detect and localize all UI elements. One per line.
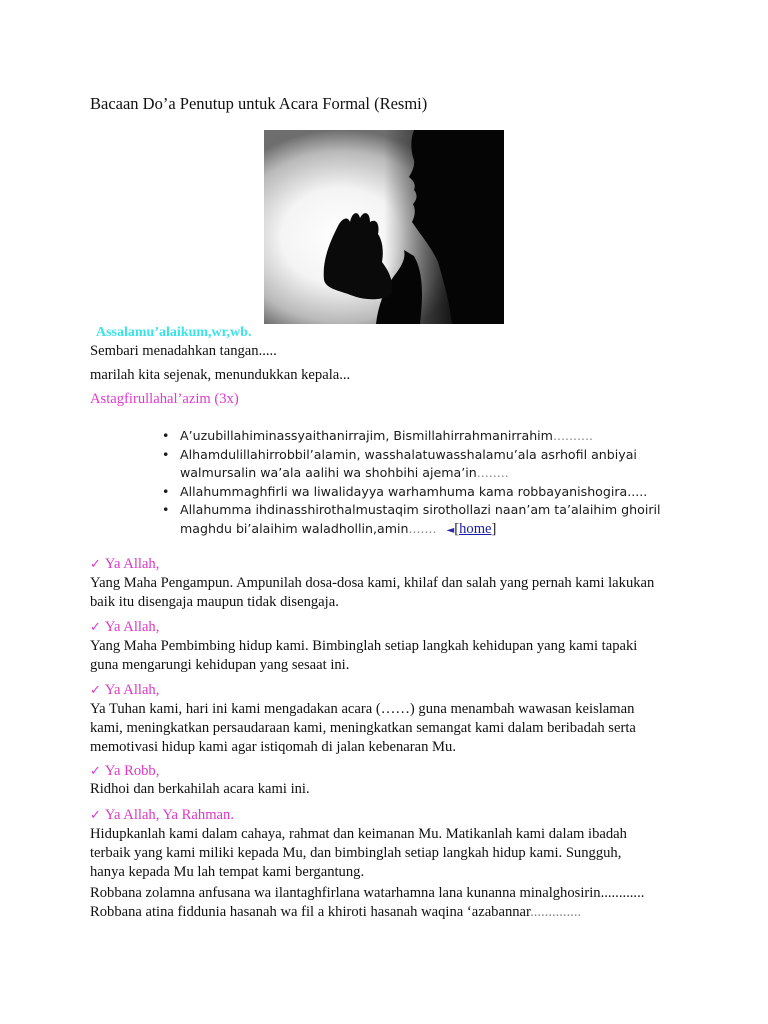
home-link[interactable]: home [459,520,492,537]
greeting: Assalamu’alaikum,wr,wb. [96,325,252,340]
bullet-item: • A’uzubillahiminassyaithanirrajim, Bismillahirrahmanirrahim.......... [162,427,682,446]
section-paragraph: Ridhoi dan berkahilah acara kami ini. [90,781,310,797]
section-heading: ✓ Ya Allah, [90,682,160,698]
back-arrow-icon[interactable]: ◄ [446,524,455,536]
check-icon: ✓ [90,683,101,698]
intro-line: Sembari menadahkan tangan..... [90,343,277,359]
ellipsis-trail: .............. [530,904,582,920]
section-heading: ✓ Ya Allah, [90,556,160,572]
section-paragraph: Yang Maha Pengampun. Ampunilah dosa-dosa kami, khilaf dan salah yang pernah kami lakukan baik itu disengaja maupun tidak disengaja. [90,575,655,610]
bullet-item: • Allahummaghfirli wa liwalidayya warhamhuma kama robbayanishogira..... [162,483,682,502]
section-paragraph: Yang Maha Pembimbing hidup kami. Bimbinglah setiap langkah kehidupan yang kami tapaki guna mengarungi kehidupan yang sesaat ini. [90,638,638,673]
bullet-item: • Allahumma ihdinasshirothalmustaqim sirothollazi naan’am ta’alaihim ghoiril maghdu bi’alaihim waladhollin,amin....... ◄[home] [162,502,661,537]
check-icon: ✓ [90,620,101,635]
section-heading: ✓ Ya Allah, Ya Rahman. [90,807,234,823]
closing-dua [90,884,690,922]
intro-line: marilah kita sejenak, menundukkan kepala... [90,367,351,383]
check-icon: ✓ [90,808,101,823]
check-icon: ✓ [90,557,101,572]
check-icon: ✓ [90,764,101,779]
ellipsis-trail: ....... [408,520,437,536]
section-heading: ✓ Ya Allah, [90,619,160,635]
praying-silhouette-image [264,130,504,324]
section-paragraph: Hidupkanlah kami dalam cahaya, rahmat dan keimanan Mu. Matikanlah kami dalam ibadah terbaik yang kami miliki kepada Mu, dan bimbinglah setiap langkah hidup kami. Sungguh, hanya kepada Mu lah tempat kami bergantung. [90,826,627,880]
ellipsis-trail: ........ [476,465,509,480]
bullet-icon: • [162,446,170,462]
bullet-icon: • [162,502,170,517]
closing-line: Robbana atina fiddunia hasanah wa fil a khiroti hasanah waqina ‘azabannar.............. [90,904,582,920]
ellipsis-trail: .......... [552,428,593,443]
bullet-icon: • [162,428,170,443]
page-title: Bacaan Do’a Penutup untuk Acara Formal (Resmi) [90,94,428,113]
istighfar-line: Astagfirullahal’azim (3x) [90,391,239,407]
section-paragraph: Ya Tuhan kami, hari ini kami mengadakan acara (……) guna menambah wawasan keislaman kami, meningkatkan persaudaraan kami, meningkatkan semangat kami dalam beribadah serta memotivasi hidup kami agar istiqomah di jalan kebenaran Mu. [90,701,636,755]
bullet-icon: • [162,483,170,499]
section-heading: ✓ Ya Robb, [90,763,160,779]
bullet-item: • Alhamdulillahirrobbil’alamin, wasshalatuwasshalamu’ala asrhofil anbiyai walmursalin wa’ala aalihi wa shohbihi ajema’in........ [162,446,637,480]
closing-line: Robbana zolamna anfusana wa ilantaghfirlana watarhamna lana kunanna minalghosirin............ [90,885,645,901]
dua-bullet-list [162,427,682,540]
